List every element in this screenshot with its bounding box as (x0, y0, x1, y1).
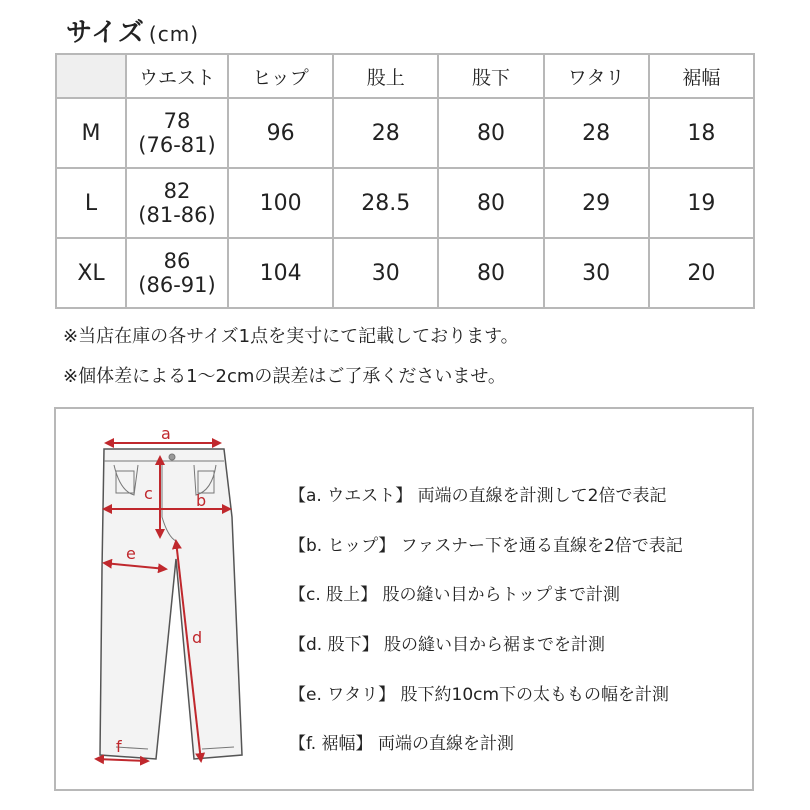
legend-thigh: 【e. ワタリ】 股下約10cm下の太ももの幅を計測 (289, 685, 670, 705)
table-header-blank (56, 54, 126, 98)
label-a: a (161, 424, 171, 443)
thigh-cell: 30 (544, 238, 649, 308)
legend-hip: 【b. ヒップ】 ファスナー下を通る直線を2倍で表記 (289, 536, 683, 556)
inseam-cell: 80 (438, 238, 543, 308)
title-text: サイズ (66, 18, 145, 48)
hip-cell: 96 (228, 98, 333, 168)
hem-cell: 19 (649, 168, 754, 238)
hip-cell: 104 (228, 238, 333, 308)
label-f: f (116, 737, 122, 756)
table-row (56, 168, 754, 238)
label-d: d (192, 628, 203, 647)
waist-cell (126, 98, 228, 168)
note-tolerance: ※個体差による1〜2cmの誤差はご了承くださいませ。 (63, 366, 506, 387)
waist-value: 86 (163, 249, 191, 273)
table-header-hem: 裾幅 (649, 54, 754, 98)
table-header-hip: ヒップ (228, 54, 333, 98)
label-b: b (196, 491, 207, 510)
waist-range: (76-81) (138, 133, 216, 157)
hem-cell: 20 (649, 238, 754, 308)
table-row (56, 238, 754, 308)
note-stock-measurement: ※当店在庫の各サイズ1点を実寸にて記載しております。 (63, 326, 519, 347)
pants-outline (100, 449, 242, 759)
size-cell: XL (56, 238, 126, 308)
rise-cell: 28 (333, 98, 438, 168)
measure-line-f (96, 759, 148, 761)
hem-cell: 18 (649, 98, 754, 168)
pants-illustration (56, 409, 296, 789)
label-c: c (144, 484, 153, 503)
waist-range: (81-86) (138, 203, 216, 227)
size-cell: L (56, 168, 126, 238)
legend-waist: 【a. ウエスト】 両端の直線を計測して2倍で表記 (289, 486, 667, 506)
legend-hem: 【f. 裾幅】 両端の直線を計測 (289, 734, 514, 754)
page-title (66, 12, 199, 49)
thigh-cell: 29 (544, 168, 649, 238)
table-header-waist: ウエスト (126, 54, 228, 98)
title-unit: (cm) (148, 22, 200, 46)
size-table (55, 53, 755, 309)
waist-value: 78 (163, 109, 191, 133)
waist-cell (126, 238, 228, 308)
hip-cell: 100 (228, 168, 333, 238)
legend-rise: 【c. 股上】 股の縫い目からトップまで計測 (289, 585, 621, 605)
thigh-cell: 28 (544, 98, 649, 168)
waist-value: 82 (163, 179, 191, 203)
table-header-row (56, 54, 754, 98)
measurement-diagram (54, 407, 754, 791)
table-header-rise: 股上 (333, 54, 438, 98)
inseam-cell: 80 (438, 98, 543, 168)
waist-range: (86-91) (138, 273, 216, 297)
legend-inseam: 【d. 股下】 股の縫い目から裾までを計測 (289, 635, 606, 655)
table-header-inseam: 股下 (438, 54, 543, 98)
inseam-cell: 80 (438, 168, 543, 238)
table-header-thigh: ワタリ (544, 54, 649, 98)
size-cell: M (56, 98, 126, 168)
label-e: e (126, 544, 136, 563)
table-row (56, 98, 754, 168)
rise-cell: 30 (333, 238, 438, 308)
waist-cell (126, 168, 228, 238)
rise-cell: 28.5 (333, 168, 438, 238)
